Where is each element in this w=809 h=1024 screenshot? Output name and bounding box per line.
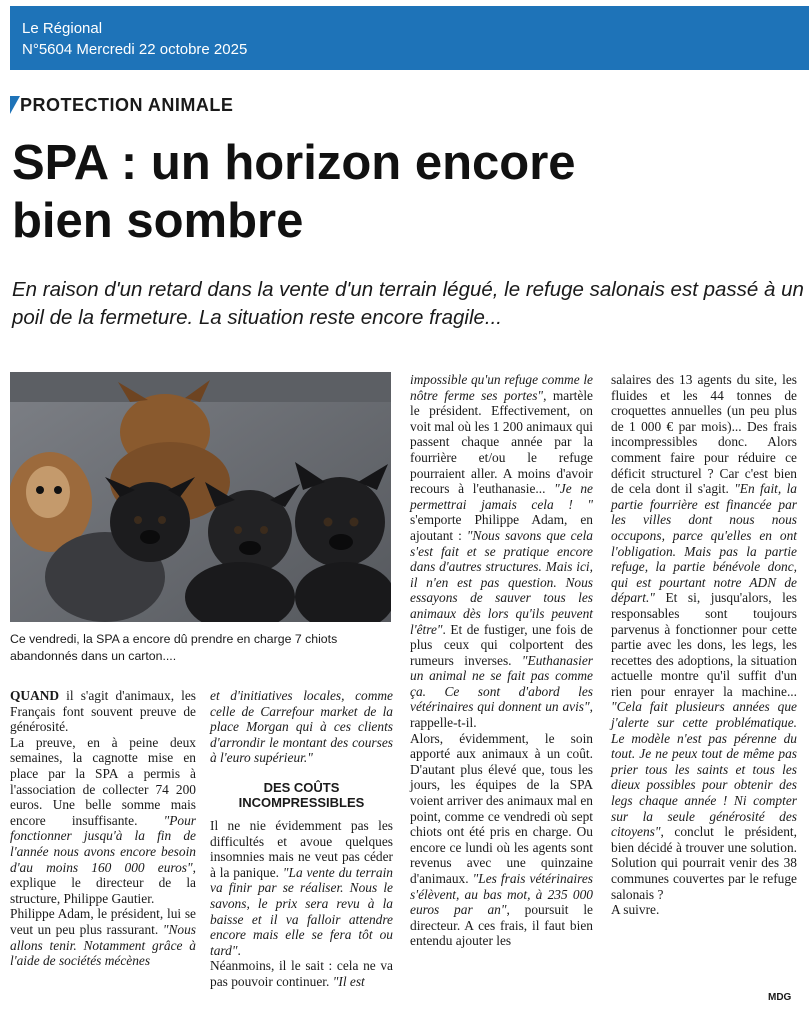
quote: "Euthanasier un animal ne se fait pas comme ça. Ce sont d'abord les vétérinaires qui donnent un avis" bbox=[410, 652, 593, 715]
paragraph bbox=[10, 688, 196, 735]
subheading-line-2: INCOMPRESSIBLES bbox=[238, 794, 365, 810]
quote: "En fait, la partie fourrière est financée par les villes dont nous nous occupons, parce qu'elles en ont l'obligation. Mais pas la partie refuge, la partie bénévole donc, qui est pourtant notre ADN de départ." bbox=[611, 481, 797, 606]
text-run: La preuve, en à peine deux semaines, la cagnotte mise en place par la SPA a permis à l'association de collecter 74 200 euros. Une belle somme mais encore insuffisante. bbox=[10, 734, 196, 828]
subheading-line-1: DES COÛTS bbox=[263, 779, 340, 795]
quote: impossible qu'un refuge comme le nôtre ferme ses portes" bbox=[410, 372, 593, 403]
text-run: Néanmoins, il le sait : cela ne va pas pouvoir continuer. bbox=[210, 958, 393, 989]
quote: "Cela fait plusieurs années que j'alerte sur cette problématique. Le modèle n'est pas pérenne du tout. Je ne peux tout de même pas prier tous les saints et tous les dieux possibles pour obtenir des legs chaque année ! Ni compter sur la seule générosité des citoyens" bbox=[611, 699, 797, 840]
author-signature: MDG bbox=[768, 992, 792, 1003]
text-run: s'emporte Philippe Adam, en ajoutant : bbox=[410, 512, 593, 543]
section-kicker bbox=[10, 94, 233, 118]
text-run: . Et de fustiger, une fois de plus ceux qui colportent des rumeurs inverses. bbox=[410, 621, 593, 668]
text-run: salaires des 13 agents du site, les fluides et les 44 tonnes de croquettes annuelles (un peu plus de 1 000 € par mois)... Des frais incompressibles donc. Alors comment faire pour réduire ce déficit structurel ? Car c'est bien de cela dont il s'agit. bbox=[611, 372, 797, 497]
paragraph bbox=[210, 958, 393, 989]
quote: "Les frais vétérinaires s'élèvent, au bas mot, à 235 000 euros par an" bbox=[410, 871, 593, 918]
standfirst: En raison d'un retard dans la vente d'un terrain légué, le refuge salonais est passé à un poil de la fermeture. La situation reste encore fragile... bbox=[12, 278, 804, 329]
quote: "La vente du terrain va finir par se réaliser. Nous le savons, le prix sera revu à la baisse et il va falloir attendre encore mais elle se fera tôt ou tard" bbox=[210, 864, 393, 958]
article-column-4 bbox=[611, 372, 797, 918]
subheading bbox=[210, 780, 393, 810]
headline-line-2: bien sombre bbox=[12, 194, 304, 248]
paragraph bbox=[210, 818, 393, 958]
quote: "Nous allons tenir. Notamment grâce à l'aide de sociétés mécènes bbox=[10, 921, 196, 969]
issue-line: N°5604 Mercredi 22 octobre 2025 bbox=[22, 41, 248, 58]
quote: "Pour fonctionner jusqu'à la fin de l'année nous avons encore besoin d'au moins 160 000 euros" bbox=[10, 812, 196, 875]
masthead bbox=[10, 6, 809, 70]
kicker-label: PROTECTION ANIMALE bbox=[20, 95, 234, 115]
quote: et d'initiatives locales, comme celle de Carrefour market de la place Morgan qui à ces clients d'arrondir le montant des courses à l'euro supérieur." bbox=[210, 688, 393, 766]
puppies-illustration bbox=[10, 372, 391, 622]
lead-word: QUAND bbox=[10, 688, 60, 703]
publication-name: Le Régional bbox=[22, 20, 103, 37]
text-run: . bbox=[237, 942, 241, 958]
article-column-1 bbox=[10, 688, 196, 969]
photo-caption: Ce vendredi, la SPA a encore dû prendre en charge 7 chiots abandonnés dans un carton.... bbox=[10, 632, 338, 663]
paragraph bbox=[611, 372, 797, 902]
text-run: il s'agit d'animaux, les Français font souvent preuve de générosité. bbox=[10, 688, 196, 735]
text-run: , explique le directeur de la structure, Philippe Gautier. bbox=[10, 859, 196, 906]
text-run: Alors, évidemment, le soin apporté aux animaux à un coût. D'autant plus élevé que, tous les jours, les équipes de la SPA voient arriver des animaux mal en point, comme ce vendredi où sept chiots ont été pris en charge. Ou encore ce lundi où les agents sont revenus avec une quinzaine d'animaux. bbox=[410, 730, 593, 886]
text-run: Philippe Adam, le président, lui se veut un peu plus rassurant. bbox=[10, 906, 196, 937]
headline bbox=[12, 134, 802, 250]
paragraph bbox=[410, 731, 593, 949]
text-run: Et si, jusqu'alors, les responsables sont toujours parvenus à fonctionner pour cette partie avec les dons, les legs, les recettes des adoptions, la situation actuelle montre qu'il suffit d'un rien pour enrayer la machine... bbox=[611, 590, 797, 699]
text-run: , conclut le président, bien décidé à trouver une solution. Solution qui pourrait venir des 38 communes couvertes par le refuge salonais ? bbox=[611, 824, 797, 902]
text-run: , poursuit le directeur. A ces frais, il faut bien entendu ajouter les bbox=[410, 902, 593, 949]
kicker-triangle-icon bbox=[10, 96, 20, 114]
puppies-photo bbox=[10, 372, 391, 622]
text-run: , rappelle-t-il. bbox=[410, 699, 593, 731]
paragraph bbox=[10, 906, 196, 968]
quote: "Nous savons que cela s'est fait et se pratique encore dans d'autres structures. Mais ici, il n'en est pas question. Nous essayons de sauver tous les animaux dès lors qu'ils peuvent l'être" bbox=[410, 527, 593, 637]
text-run: Il ne nie évidemment pas les difficultés et avoue quelques insomnies mais ne veut pas céder à la panique. bbox=[210, 817, 393, 880]
quote: "Je ne permettrai jamais cela ! " bbox=[410, 481, 593, 512]
headline-line-1: SPA : un horizon encore bbox=[12, 136, 576, 190]
paragraph bbox=[410, 372, 593, 731]
article-column-2 bbox=[210, 688, 393, 990]
closing-line: A suivre. bbox=[611, 902, 660, 918]
quote: "Il est bbox=[332, 973, 365, 989]
text-run: , martèle le président. Effectivement, on voit mal où les 1 200 animaux qui passent chaque année par la fourrière et/ou le refuge pourraient aller. A moins d'avoir recours à l'euthanasie... bbox=[410, 387, 594, 497]
article-column-3 bbox=[410, 372, 593, 949]
paragraph bbox=[10, 735, 196, 907]
